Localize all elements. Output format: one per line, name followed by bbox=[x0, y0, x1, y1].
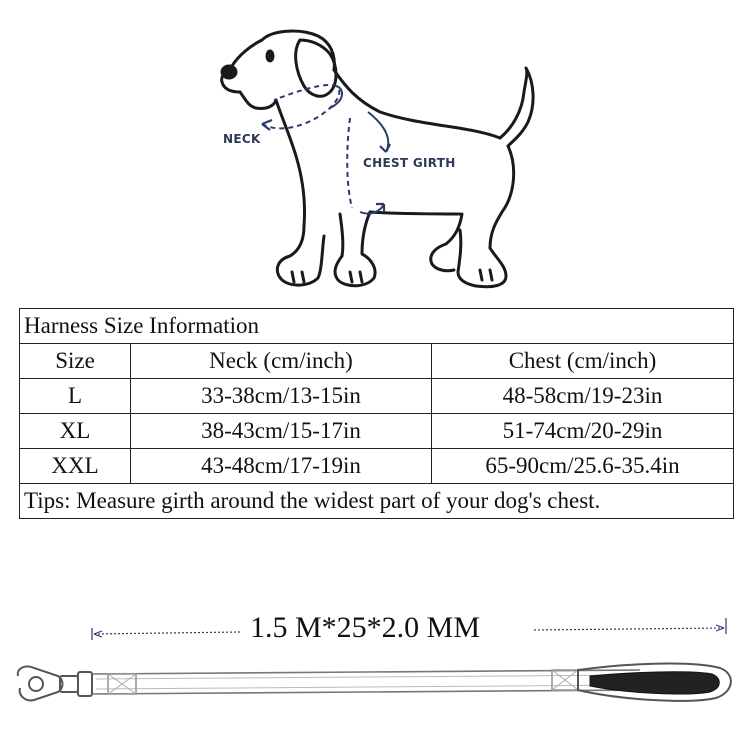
size-cell: XXL bbox=[20, 449, 131, 484]
neck-cell: 33-38cm/13-15in bbox=[131, 379, 432, 414]
tips-row bbox=[20, 484, 734, 519]
header-chest: Chest (cm/inch) bbox=[432, 344, 734, 379]
header-neck: Neck (cm/inch) bbox=[131, 344, 432, 379]
neck-cell: 38-43cm/15-17in bbox=[131, 414, 432, 449]
chest-cell: 65-90cm/25.6-35.4in bbox=[432, 449, 734, 484]
harness-size-table bbox=[19, 308, 734, 519]
chest-cell: 48-58cm/19-23in bbox=[432, 379, 734, 414]
tips-text: Tips: Measure girth around the widest part of your dog's chest. bbox=[20, 484, 734, 519]
chest-cell: 51-74cm/20-29in bbox=[432, 414, 734, 449]
table-title: Harness Size Information bbox=[20, 309, 734, 344]
size-cell: L bbox=[20, 379, 131, 414]
neck-cell: 43-48cm/17-19in bbox=[131, 449, 432, 484]
chest-girth-label: CHEST GIRTH bbox=[363, 156, 456, 170]
size-cell: XL bbox=[20, 414, 131, 449]
table-row bbox=[20, 449, 734, 484]
table-row bbox=[20, 379, 734, 414]
table-row bbox=[20, 414, 734, 449]
table-title-row bbox=[20, 309, 734, 344]
leash-strap bbox=[92, 670, 640, 694]
neck-label: NECK bbox=[223, 132, 261, 146]
table-header-row bbox=[20, 344, 734, 379]
header-size: Size bbox=[20, 344, 131, 379]
leash-clip bbox=[18, 666, 92, 700]
leash-dimension-label: 1.5 M*25*2.0 MM bbox=[250, 608, 530, 648]
